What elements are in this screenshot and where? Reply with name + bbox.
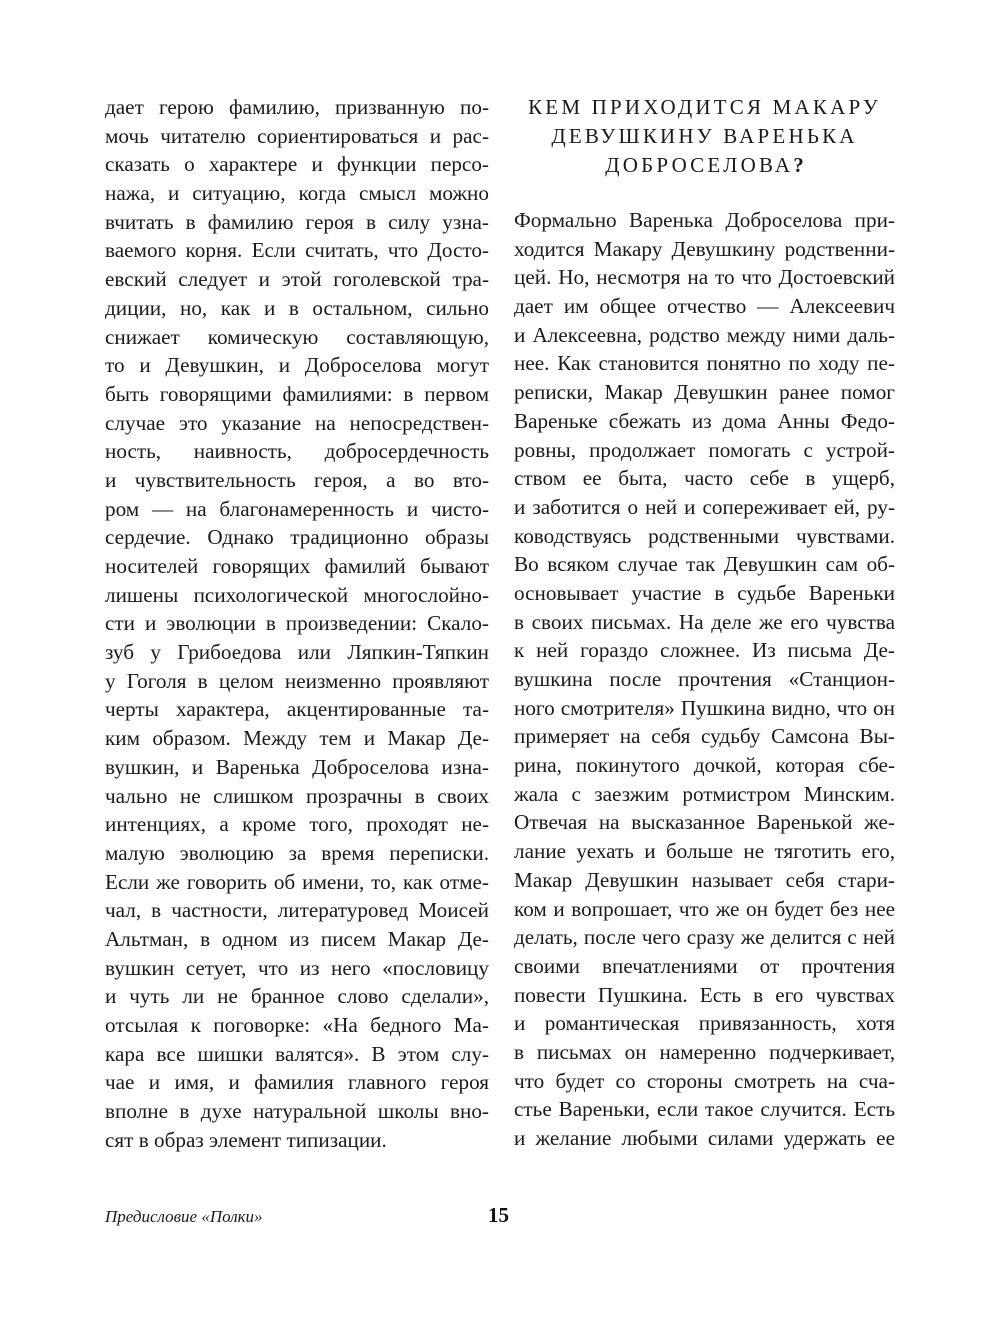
text-line: интенциях, а кроме того, проходят не- — [105, 812, 489, 837]
text-line: то и Девушкин, и Доброселова могут — [105, 353, 489, 378]
text-line: случае это указание на непосредствен- — [105, 410, 489, 435]
text-line: рина, покинутого дочкой, которая сбе- — [514, 753, 895, 778]
text-line: дает им общее отчество — Алексеевич — [514, 294, 895, 319]
text-line: сят в образ элемент типизации. — [105, 1127, 387, 1152]
text-line: и Алексеевна, родство между ними даль- — [514, 322, 895, 347]
text-line: и чуть ли не бранное слово сделали», — [105, 984, 489, 1009]
text-line: в своих письмах. На деле же его чувства — [514, 609, 895, 634]
text-line: кара все шишки валятся». В этом слу- — [105, 1041, 489, 1066]
text-line: цей. Но, несмотря на то что Достоевский — [514, 265, 895, 290]
text-line: вчитать в фамилию героя в силу узна- — [105, 209, 489, 234]
right-body — [514, 206, 895, 1153]
text-line: ководствуясь родственными чувствами. — [514, 523, 895, 548]
text-line: ного смотрителя» Пушкина видно, что он — [514, 695, 895, 720]
text-line: и желание любыми силами удержать ее — [514, 1126, 895, 1150]
text-line: делать, после чего сразу же делится с ней — [514, 925, 895, 950]
running-title: Предисловие «Полки» — [105, 1207, 263, 1226]
text-line: вушкин, и Варенька Доброселова изна- — [105, 754, 489, 779]
text-line: диции, но, как и в остальном, сильно — [105, 295, 489, 320]
text-line: ром — на благонамеренность и чисто- — [105, 496, 489, 521]
section-heading — [514, 93, 895, 180]
text-line: примеряет на себя судьбу Самсона Вы- — [514, 724, 895, 749]
text-line: Если же говорить об имени, то, как отме- — [105, 869, 489, 894]
text-line: ким образом. Между тем и Макар Де- — [105, 726, 489, 751]
text-line: стье Вареньки, если такое случится. Есть — [514, 1097, 895, 1122]
text-line: ваемого корня. Если считать, что Досто- — [105, 238, 489, 263]
text-line: сказать о характере и функции персо- — [105, 152, 489, 177]
text-line: чал, в частности, литературовед Моисей — [105, 898, 489, 923]
heading-question-mark: ? — [793, 153, 804, 177]
text-line: черты характера, акцентированные та- — [105, 697, 489, 722]
text-line: мочь читателю сориентироваться и рас- — [105, 123, 489, 148]
text-line: нажа, и ситуацию, когда смысл можно — [105, 181, 489, 206]
heading-text: ДОБРОСЕЛОВА — [605, 153, 794, 177]
text-line: снижает комическую составляющую, — [105, 324, 489, 349]
page-number: 15 — [488, 1203, 509, 1227]
text-line: Формально Варенька Доброселова при- — [514, 208, 895, 232]
text-line: повести Пушкина. Есть в его чувствах — [514, 982, 895, 1007]
text-line: Альтман, в одном из писем Макар Де- — [105, 926, 489, 951]
text-line: вушкина после прочтения «Станцион- — [514, 667, 895, 691]
text-line: малую эволюцию за время переписки. — [105, 840, 489, 865]
heading-line — [514, 151, 895, 180]
text-line: чально не слишком прозрачны в своих — [105, 783, 489, 808]
text-line: Во всяком случае так Девушкин сам об- — [514, 552, 895, 577]
text-line: в письмах он намеренно подчеркивает, — [514, 1039, 895, 1064]
text-line: жала с заезжим ротмистром Минским. — [514, 781, 895, 806]
text-line: вполне в духе натуральной школы вно- — [105, 1099, 489, 1124]
text-line: лание уехать и больше не тяготить его, — [514, 839, 895, 864]
text-line: сти и эволюции в произведении: Скало- — [105, 611, 489, 636]
text-line: своими впечатлениями от прочтения — [514, 953, 895, 978]
text-line: ровны, продолжает помогать с устрой- — [514, 437, 895, 462]
text-line: что будет со стороны смотреть на сча- — [514, 1068, 895, 1093]
text-line: Макар Девушкин называет себя стари- — [514, 867, 895, 892]
text-line: лишены психологической многослойно- — [105, 582, 489, 607]
text-line: ность, наивность, добросердечность — [105, 439, 489, 464]
text-line: и заботится о ней и сопереживает ей, ру- — [514, 494, 895, 519]
text-line: носителей говорящих фамилий бывают — [105, 554, 489, 578]
text-line: Вареньке сбежать из дома Анны Федо- — [514, 408, 895, 433]
text-line: быть говорящими фамилиями: в первом — [105, 381, 489, 406]
text-line: реписки, Макар Девушкин ранее помог — [514, 380, 895, 405]
text-line: зуб у Грибоедова или Ляпкин-Тяпкин — [105, 640, 489, 665]
text-line: ком и вопрошает, что же он будет без нее — [514, 896, 895, 921]
text-line: ходится Макару Девушкину родственни- — [514, 236, 895, 261]
heading-line: КЕМ ПРИХОДИТСЯ МАКАРУ — [528, 95, 881, 119]
text-line: основывает участие в судьбе Вареньки — [514, 580, 895, 605]
text-line: к ней гораздо сложнее. Из письма Де- — [514, 638, 895, 663]
text-line: сердечие. Однако традиционно образы — [105, 525, 489, 550]
text-line: евский следует и этой гоголевской тра- — [105, 267, 489, 292]
text-line: дает герою фамилию, призванную по- — [105, 95, 489, 119]
heading-line: ДЕВУШКИНУ ВАРЕНЬКА — [551, 124, 858, 148]
text-line: и чувствительность героя, а во вто- — [105, 467, 489, 492]
text-line: и романтическая привязанность, хотя — [514, 1011, 895, 1036]
text-line: Отвечая на высказанное Варенькой же- — [514, 810, 895, 835]
left-column — [105, 93, 489, 1154]
right-column — [514, 93, 895, 1153]
text-line: нее. Как становится понятно по ходу пе- — [514, 351, 895, 376]
text-line: ством ее быта, часто себе в ущерб, — [514, 466, 895, 491]
text-line: отсылая к поговорке: «На бедного Ма- — [105, 1013, 489, 1037]
text-line: вушкин сетует, что из него «пословицу — [105, 955, 489, 980]
text-line: чае и имя, и фамилия главного героя — [105, 1070, 489, 1095]
text-line: у Гоголя в целом неизменно проявляют — [105, 668, 489, 693]
